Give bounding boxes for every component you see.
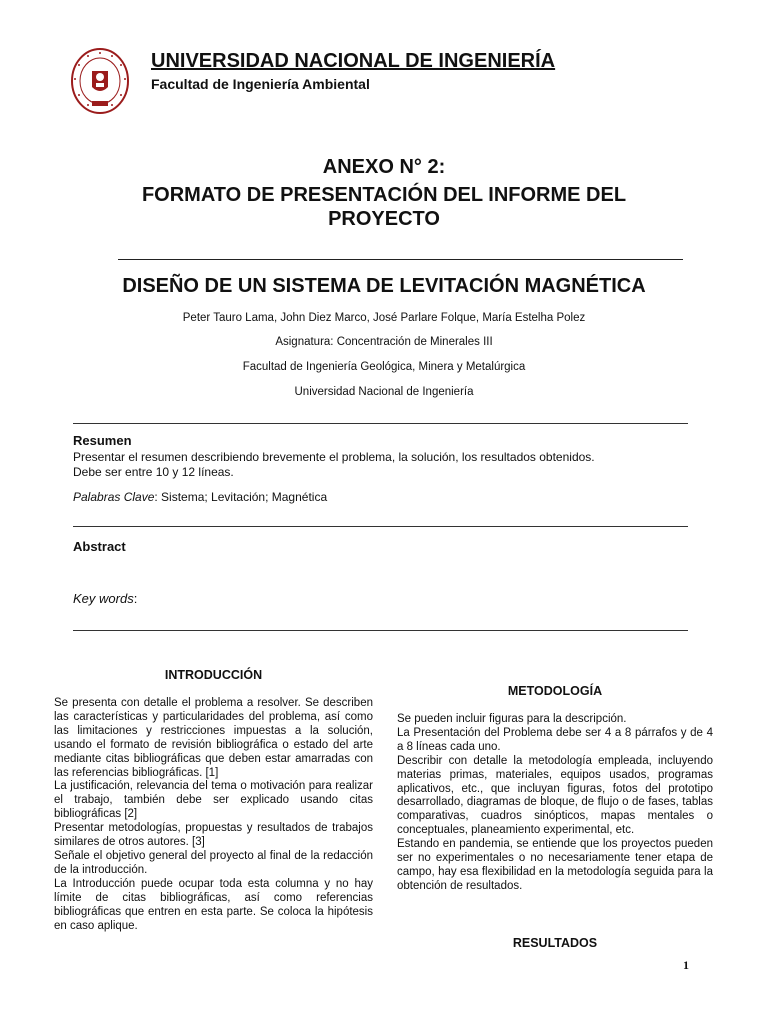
- resumen-text-line1: Presentar el resumen describiendo brevemente el problema, la solución, los resultados obtenidos.: [73, 450, 595, 464]
- paper-title: DISEÑO DE UN SISTEMA DE LEVITACIÓN MAGNÉTICA: [122, 275, 646, 297]
- keywords-es-value: : Sistema; Levitación; Magnética: [154, 490, 328, 504]
- abstract-heading: Abstract: [73, 539, 126, 554]
- author-faculty: Facultad de Ingeniería Geológica, Minera y Metalúrgica: [242, 361, 526, 373]
- introduccion-heading: INTRODUCCIÓN: [164, 668, 263, 682]
- authors: Peter Tauro Lama, John Diez Marco, José Parlare Folque, María Estelha Polez: [182, 312, 586, 324]
- keywords-es: [73, 490, 327, 504]
- metodologia-heading: METODOLOGÍA: [507, 684, 603, 698]
- resultados-heading: RESULTADOS: [512, 936, 598, 950]
- resumen-heading: Resumen: [73, 433, 132, 448]
- introduccion-paragraph: Presentar metodologías, propuestas y resultados de trabajos similares de otros autores. [3]: [54, 822, 373, 849]
- divider: [73, 423, 688, 424]
- format-title-line1: FORMATO DE PRESENTACIÓN DEL INFORME DEL: [141, 184, 627, 206]
- title-divider: [118, 259, 683, 260]
- author-university: Universidad Nacional de Ingeniería: [294, 386, 474, 398]
- divider: [73, 630, 688, 631]
- format-title-line2: PROYECTO: [328, 208, 440, 230]
- divider: [73, 526, 688, 527]
- introduccion-paragraph: Se presenta con detalle el problema a resolver. Se describen las características y particularidades del problema, así como las limitaciones y restricciones impuestas a la solución, usando el formato de revisión bibliográfica o estado del arte mediante citas bibliográficas que deben estar amarradas con las referencias bibliográficas. [1]: [54, 697, 373, 779]
- introduccion-paragraph: Señale el objetivo general del proyecto al final de la redacción de la introducción.: [54, 849, 373, 876]
- keywords-en-value: :: [133, 591, 138, 606]
- metodologia-paragraph: Estando en pandemia, se entiende que los proyectos pueden ser no experimentales o no necesariamente tener etapa de campo, hay esa flexibilidad en la metodología seguida para la obtención de resultados.: [397, 838, 713, 892]
- annex-title: ANEXO N° 2:: [322, 156, 446, 178]
- subject: Asignatura: Concentración de Minerales III: [275, 336, 493, 348]
- introduccion-body: [54, 697, 373, 933]
- university-name: UNIVERSIDAD NACIONAL DE INGENIERÍA: [151, 50, 556, 72]
- metodologia-paragraph: Describir con detalle la metodología empleada, incluyendo materias primas, materiales, equipos usados, programas aplicativos, etc., que incluyan figuras, fotos del prototipo desarrollado, diagramas de bloque, de flujo o de fases, tablas comparativas, cuadros sinópticos, mapas mentales o conceptuales, planeamiento experimental, etc.: [397, 754, 713, 837]
- page-number: 1: [683, 958, 689, 972]
- metodologia-paragraph: La Presentación del Problema debe ser 4 a 8 párrafos y de 4 a 8 líneas cada uno.: [397, 726, 713, 753]
- metodologia-body: [397, 713, 713, 894]
- keywords-en-label: Key words: [73, 591, 134, 606]
- metodologia-paragraph: Se pueden incluir figuras para la descripción.: [397, 713, 627, 725]
- introduccion-paragraph: La justificación, relevancia del tema o motivación para realizar el trabajo, también debe ser explicado usando citas bibliográficas [2]: [54, 780, 373, 821]
- keywords-es-label: Palabras Clave: [73, 490, 155, 504]
- keywords-en: [73, 591, 137, 606]
- resumen-text-line2: Debe ser entre 10 y 12 líneas.: [73, 465, 234, 479]
- faculty-name: Facultad de Ingeniería Ambiental: [151, 76, 370, 92]
- university-seal-logo: [70, 47, 130, 115]
- introduccion-paragraph: La Introducción puede ocupar toda esta columna y no hay límite de citas bibliográficas, así como referencias bibliográficas que entren en esta parte. Se coloca la hipótesis en caso aplique.: [54, 877, 373, 932]
